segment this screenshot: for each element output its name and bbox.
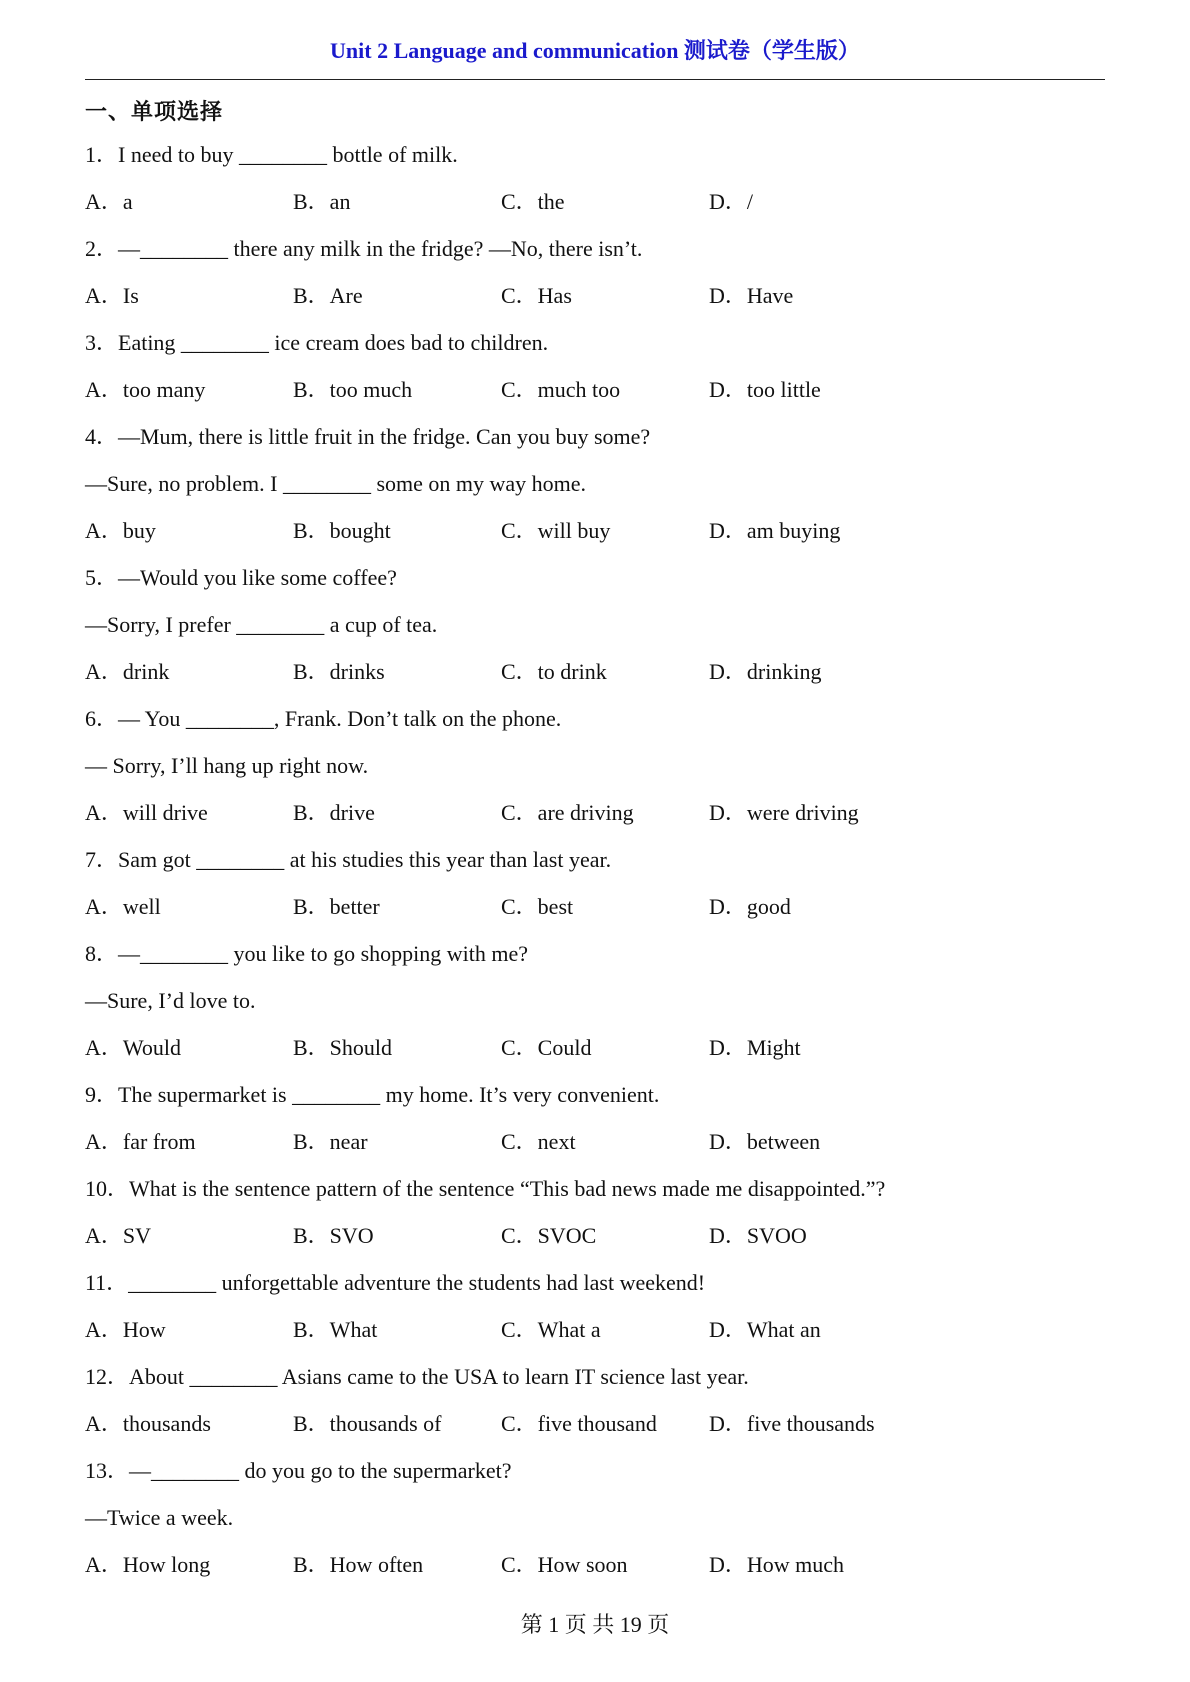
answer-options — [85, 1126, 1105, 1173]
option-d: D．between — [709, 1129, 821, 1154]
option-b: B．bought — [293, 518, 391, 543]
option-a: A．too many — [85, 377, 206, 402]
question-reply: —Sure, I’d love to. — [85, 988, 256, 1013]
option-c: C．best — [501, 894, 574, 919]
option-a: A．Is — [85, 283, 139, 308]
option-a: A．Would — [85, 1035, 182, 1060]
answer-options — [85, 280, 1105, 327]
answer-options — [85, 1549, 1105, 1596]
question-2 — [85, 233, 1105, 327]
question-9 — [85, 1079, 1105, 1173]
option-c: C．SVOC — [501, 1223, 597, 1248]
question-stem: 12．About ________ Asians came to the USA to learn IT science last year. — [85, 1364, 749, 1389]
header-divider — [85, 79, 1105, 80]
option-d: D．am buying — [709, 518, 841, 543]
option-c: C．much too — [501, 377, 621, 402]
option-c: C．What a — [501, 1317, 601, 1342]
question-stem: 2．—________ there any milk in the fridge? —No, there isn’t. — [85, 236, 643, 261]
answer-options — [85, 656, 1105, 703]
option-b: B．SVO — [293, 1223, 374, 1248]
question-3 — [85, 327, 1105, 421]
option-c: C．the — [501, 189, 565, 214]
question-reply: —Sorry, I prefer ________ a cup of tea. — [85, 612, 438, 637]
answer-options — [85, 186, 1105, 233]
question-list — [85, 139, 1105, 1596]
question-stem: 10．What is the sentence pattern of the sentence “This bad news made me disappointed.”? — [85, 1176, 886, 1201]
option-d: D．too little — [709, 377, 821, 402]
option-a: A．drink — [85, 659, 170, 684]
option-a: A．SV — [85, 1223, 152, 1248]
question-stem: 1．I need to buy ________ bottle of milk. — [85, 142, 458, 167]
option-a: A．How long — [85, 1552, 211, 1577]
option-c: C．How soon — [501, 1552, 628, 1577]
question-stem: 4．—Mum, there is little fruit in the fridge. Can you buy some? — [85, 424, 651, 449]
question-7 — [85, 844, 1105, 938]
answer-options — [85, 374, 1105, 421]
question-stem: 13．—________ do you go to the supermarket? — [85, 1458, 512, 1483]
question-stem: 6．— You ________, Frank. Don’t talk on the phone. — [85, 706, 562, 731]
question-stem: 9．The supermarket is ________ my home. It’s very convenient. — [85, 1082, 660, 1107]
option-d: D．good — [709, 894, 791, 919]
question-stem: 11．________ unforgettable adventure the students had last weekend! — [85, 1270, 706, 1295]
option-c: C．Could — [501, 1035, 592, 1060]
question-10 — [85, 1173, 1105, 1267]
section-heading: 一、单项选择 — [85, 100, 224, 125]
option-b: B．near — [293, 1129, 368, 1154]
option-c: C．next — [501, 1129, 576, 1154]
option-d: D．/ — [709, 189, 754, 214]
answer-options — [85, 797, 1105, 844]
question-stem: 7．Sam got ________ at his studies this year than last year. — [85, 847, 612, 872]
answer-options — [85, 1220, 1105, 1267]
option-b: B．Should — [293, 1035, 393, 1060]
option-d: D．What an — [709, 1317, 821, 1342]
option-b: B．drinks — [293, 659, 385, 684]
question-13 — [85, 1455, 1105, 1596]
question-reply: — Sorry, I’ll hang up right now. — [85, 753, 369, 778]
question-12 — [85, 1361, 1105, 1455]
option-a: A．far from — [85, 1129, 196, 1154]
option-b: B．How often — [293, 1552, 424, 1577]
option-a: A．thousands — [85, 1411, 211, 1436]
answer-options — [85, 891, 1105, 938]
option-b: B．drive — [293, 800, 375, 825]
question-6 — [85, 703, 1105, 844]
question-5 — [85, 562, 1105, 703]
option-b: B．thousands of — [293, 1411, 442, 1436]
question-stem: 8．—________ you like to go shopping with me? — [85, 941, 529, 966]
option-c: C．are driving — [501, 800, 634, 825]
option-c: C．to drink — [501, 659, 607, 684]
option-d: D．were driving — [709, 800, 859, 825]
option-b: B．better — [293, 894, 380, 919]
question-1 — [85, 139, 1105, 233]
answer-options — [85, 1408, 1105, 1455]
question-stem: 5．—Would you like some coffee? — [85, 565, 397, 590]
option-a: A．How — [85, 1317, 166, 1342]
option-c: C．will buy — [501, 518, 611, 543]
option-a: A．will drive — [85, 800, 208, 825]
option-d: D．Have — [709, 283, 794, 308]
page-title: Unit 2 Language and communication 测试卷（学生版） — [330, 38, 860, 63]
page-footer: 第 1 页 共 19 页 — [520, 1612, 670, 1637]
answer-options — [85, 1314, 1105, 1361]
option-d: D．drinking — [709, 659, 822, 684]
option-d: D．SVOO — [709, 1223, 807, 1248]
option-b: B．Are — [293, 283, 363, 308]
option-b: B．too much — [293, 377, 413, 402]
option-a: A．buy — [85, 518, 156, 543]
option-a: A．a — [85, 189, 133, 214]
answer-options — [85, 1032, 1105, 1079]
option-b: B．What — [293, 1317, 378, 1342]
option-d: D．Might — [709, 1035, 801, 1060]
option-c: C．Has — [501, 283, 572, 308]
option-d: D．five thousands — [709, 1411, 875, 1436]
option-c: C．five thousand — [501, 1411, 657, 1436]
question-4 — [85, 421, 1105, 562]
question-11 — [85, 1267, 1105, 1361]
answer-options — [85, 515, 1105, 562]
question-reply: —Sure, no problem. I ________ some on my way home. — [85, 471, 587, 496]
option-d: D．How much — [709, 1552, 845, 1577]
question-8 — [85, 938, 1105, 1079]
question-reply: —Twice a week. — [85, 1505, 234, 1530]
option-b: B．an — [293, 189, 351, 214]
question-stem: 3．Eating ________ ice cream does bad to children. — [85, 330, 549, 355]
option-a: A．well — [85, 894, 161, 919]
